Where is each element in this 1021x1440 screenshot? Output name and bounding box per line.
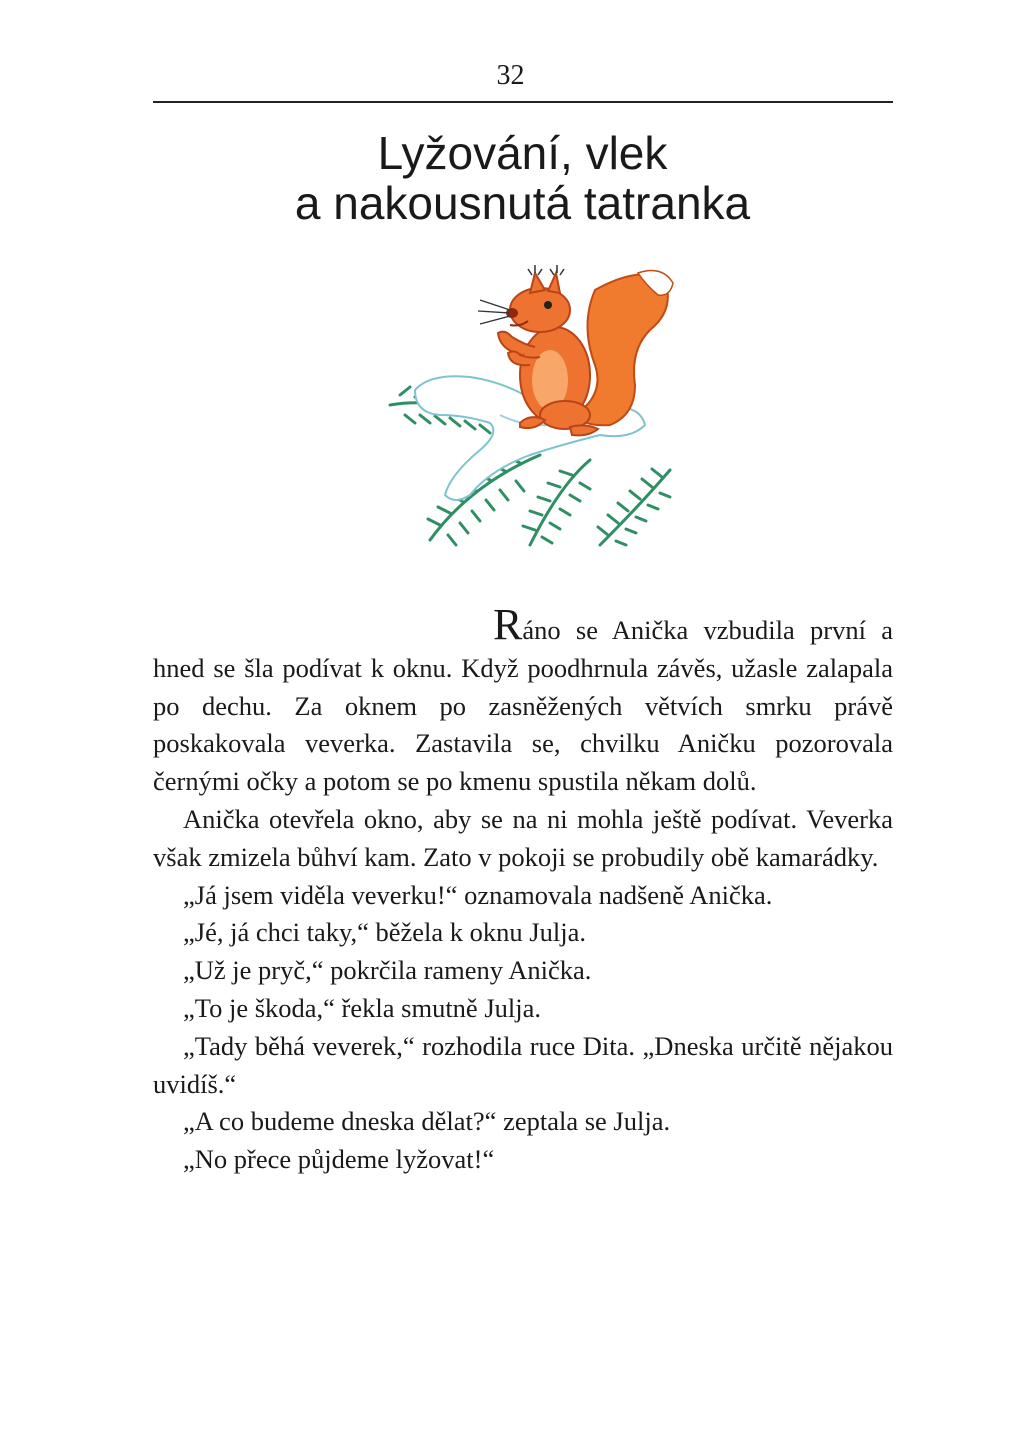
dialogue-line: „A co budeme dneska dělat?“ zeptala se Julja. [183, 1106, 671, 1137]
dialogue-line: „Já jsem viděla veverku!“ oznamovala nadšeně Anička. [183, 879, 773, 910]
paragraph-1 [153, 600, 893, 801]
dialogue-line: „No přece půjdeme lyžovat!“ [183, 1144, 495, 1175]
dialogue-line: „Už je pryč,“ pokrčila rameny Anička. [183, 955, 592, 986]
drop-cap: R [493, 600, 523, 649]
dialogue-line: „Tady běhá veverek,“ rozhodila ruce Dita. „Dneska určitě nějakou uvidíš.“ [153, 1030, 893, 1099]
dialogue-line: „Jé, já chci taky,“ běžela k oknu Julja. [183, 917, 586, 948]
dialogue-line: „To je škoda,“ řekla smutně Julja. [183, 992, 541, 1023]
paragraph-1-text: áno se Anička vzbudila první a hned se šla podívat k oknu. Když poodhrnula závěs, užasle zalapala po dechu. Za oknem po zasněžených větvích smrku právě poskakovala veverka. Zastavila se, chvilku Aničku pozorovala černými očky a potom se po kmenu spustila někam dolů. [153, 615, 893, 797]
page-number: 32 [496, 60, 525, 91]
paragraph-2: Anička otevřela okno, aby se na ni mohla ještě podívat. Veverka však zmizela bůhví kam. Zato v pokoji se probudily obě kamarádky. [153, 803, 893, 872]
chapter-title-line-2: a nakousnutá tatranka [294, 177, 751, 229]
chapter-text [153, 600, 893, 1179]
squirrel-illustration [370, 255, 680, 555]
chapter-title [100, 128, 945, 228]
chapter-title-line-1: Lyžování, vlek [377, 127, 668, 179]
header-rule [153, 101, 893, 103]
